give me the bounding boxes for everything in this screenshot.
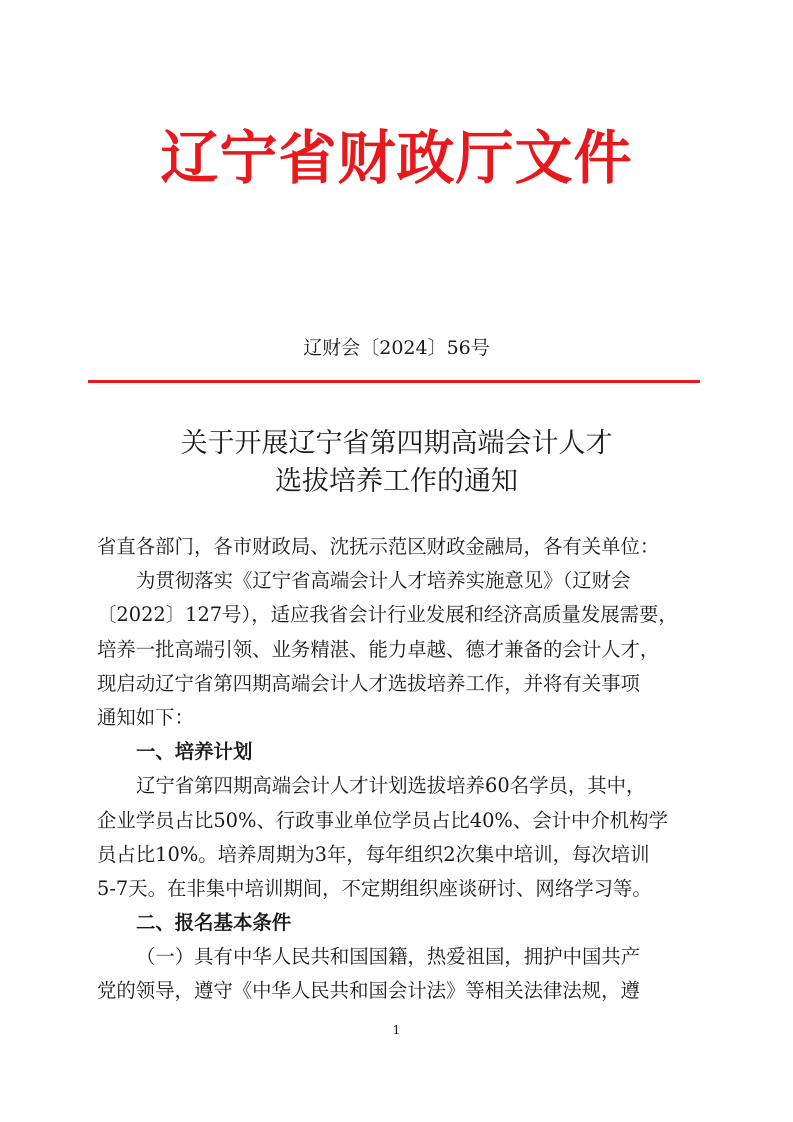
page-number: 1 <box>392 1023 401 1037</box>
document-number: 辽财会〔2024〕56号 <box>303 337 490 359</box>
section1-line: 员占比10%。培养周期为3年，每年组织2次集中培训，每次培训 <box>97 842 650 866</box>
notice-title-line-1: 关于开展辽宁省第四期高端会计人才 <box>180 428 613 459</box>
section-heading-training-plan: 一、培养计划 <box>136 740 253 764</box>
red-separator-line <box>88 380 700 383</box>
intro-line: 培养一批高端引领、业务精湛、能力卓越、德才兼备的会计人才， <box>97 637 660 661</box>
section-heading-eligibility: 二、报名基本条件 <box>136 911 292 935</box>
section1-line: 5-7天。在非集中培训期间，不定期组织座谈研讨、网络学习等。 <box>97 876 652 900</box>
section1-line: 辽宁省第四期高端会计人才计划选拔培养60名学员，其中， <box>136 774 646 798</box>
document-body <box>97 530 701 1009</box>
section1-line: 企业学员占比50%、行政事业单位学员占比40%、会计中介机构学 <box>97 808 668 832</box>
masthead-title: 辽宁省财政厅文件 <box>160 124 633 192</box>
section2-line: （一）具有中华人民共和国国籍，热爱祖国，拥护中国共产 <box>136 945 641 969</box>
intro-line: 为贯彻落实《辽宁省高端会计人才培养实施意见》（辽财会 <box>136 569 631 593</box>
section2-line: 党的领导，遵守《中华人民共和国会计法》等相关法律法规，遵 <box>97 979 640 1003</box>
notice-title-line-2: 选拔培养工作的通知 <box>275 466 518 497</box>
intro-line: 〔2022〕127号），适应我省会计行业发展和经济高质量发展需要， <box>97 603 678 627</box>
notice-title <box>0 425 793 501</box>
intro-line: 现启动辽宁省第四期高端会计人才选拔培养工作，并将有关事项 <box>97 671 640 695</box>
addressee-line: 省直各部门，各市财政局、沈抚示范区财政金融局，各有关单位： <box>97 535 660 558</box>
intro-line: 通知如下： <box>97 705 194 729</box>
